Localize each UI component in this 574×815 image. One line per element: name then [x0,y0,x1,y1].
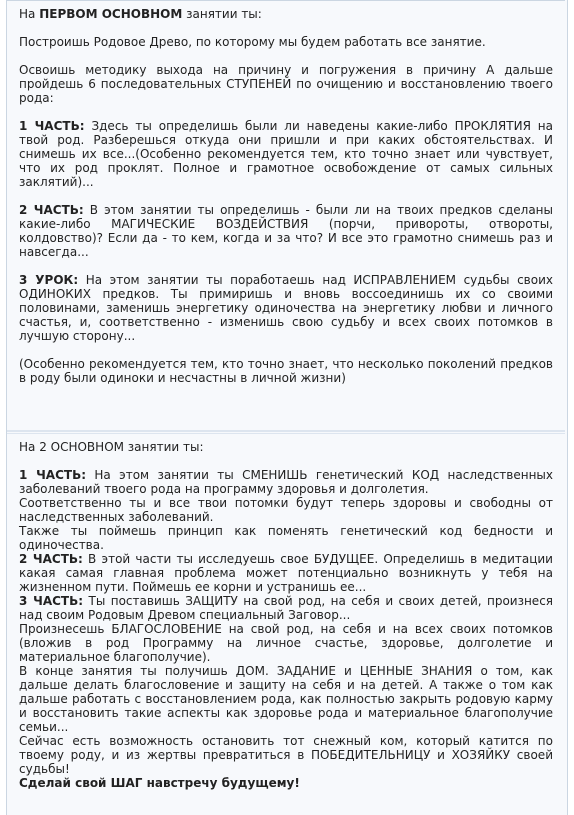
part-label: 1 ЧАСТЬ: [19,468,87,482]
lesson-two-part-2: 2 ЧАСТЬ: В этой части ты исследуешь свое БУДУЩЕЕ. Определишь в медитации какая самая главная проблема может потенциально возникнуть у тебя на жизненном пути. Поймешь ее корни и устранишь ее... [19,552,553,594]
part-label: 2 ЧАСТЬ: [19,552,83,566]
lesson-two-section [7,433,565,815]
lesson-one-intro: На ПЕРВОМ ОСНОВНОМ занятии ты: [19,7,262,21]
lesson-one-part-1: 1 ЧАСТЬ: Здесь ты определишь были ли наведены какие-либо ПРОКЛЯТИЯ на твой род. Разберешься откуда они пришли и при каких обстоятельствах. И снимешь их все...(Особенно рекомендуется тем, кто точно знает или чувствует, что их род проклят. Полное и грамотное освобождение от самых сильных заклятий)... [19,119,554,189]
lesson-one-part-3: 3 УРОК: На этом занятии ты поработаешь над ИСПРАВЛЕНИЕМ судьбы своих ОДИНОКИХ предков. Ты примиришь и вновь воссоединишь их со своими половинами, заменишь энергетику одиночества на энергетику любви и личного счастья, и, соответственно - изменишь свою судьбу и всех своих потомков в лучшую сторону... [19,273,553,343]
lesson-one-note: (Особенно рекомендуется тем, кто точно знает, что несколько поколений предков в роду были одиноки и несчастны в личной жизни) [19,357,553,385]
lesson-two-blessing-paragraph: Произнесешь БЛАГОСЛОВЕНИЕ на свой род, на себя и на всех своих потомков (вложив в род Программу на личное счастье, здоровье, долголетие и материальное благополучие). [19,622,553,664]
lesson-one-method-paragraph: Освоишь методику выхода на причину и погружения в причину А дальше пройдешь 6 последовательных СТУПЕНЕЙ по очищению и восстановлению твоего рода: [19,63,553,105]
lesson-one-section [7,0,565,432]
part-label: 2 ЧАСТЬ: [19,203,84,217]
lesson-two-closing: Сделай свой ШАГ навстречу будущему! [19,776,300,790]
lesson-two-code-paragraph: Также ты поймешь принцип как поменять генетический код бедности и одиночества. [19,524,553,552]
lesson-two-health-paragraph: Соответственно ты и все твои потомки будут теперь здоровы и свободны от наследственных заболеваний. [19,496,553,524]
lesson-two-part-3: 3 ЧАСТЬ: Ты поставишь ЗАЩИТУ на свой род, на себя и своих детей, произнеся над своим Родовым Древом специальный Заговор... [19,594,554,622]
lesson-two-part-1: 1 ЧАСТЬ: На этом занятии ты СМЕНИШЬ генетический КОД наследственных заболеваний твоего рода на программу здоровья и долголетия. [19,468,553,496]
lesson-one-part-2: 2 ЧАСТЬ: В этом занятии ты определишь - были ли на твоих предков сделаны какие-либо МАГИЧЕСКИЕ ВОЗДЕЙСТВИЯ (порчи, привороты, отвороты, колдовство)? Если да - то кем, когда и за что? И все это грамотно снимешь раз и навсегда... [19,203,553,259]
lesson-two-intro: На 2 ОСНОВНОМ занятии ты: [19,440,204,454]
lesson-two-homework-paragraph: В конце занятия ты получишь ДОМ. ЗАДАНИЕ и ЦЕННЫЕ ЗНАНИЯ о том, как дальше делать благословение и защиту на себя и на детей. А также о том как дальше работать с восстановлением рода, как полностью закрыть родовую карму и восстановить такие аспекты как здоровье рода и материальное благополучие семьи... [19,664,553,734]
lesson-one-tree-paragraph: Построишь Родовое Древо, по которому мы будем работать все занятие. [19,35,486,49]
part-label: 3 ЧАСТЬ: [19,594,84,608]
part-label: 1 ЧАСТЬ: [19,119,85,133]
lesson-two-snowball-paragraph: Сейчас есть возможность остановить тот снежный ком, который катится по твоему роду, и из жертвы превратиться в ПОБЕДИТЕЛЬНИЦУ и ХОЗЯЙКУ своей судьбы! [19,734,553,776]
part-label: 3 УРОК: [19,273,79,287]
